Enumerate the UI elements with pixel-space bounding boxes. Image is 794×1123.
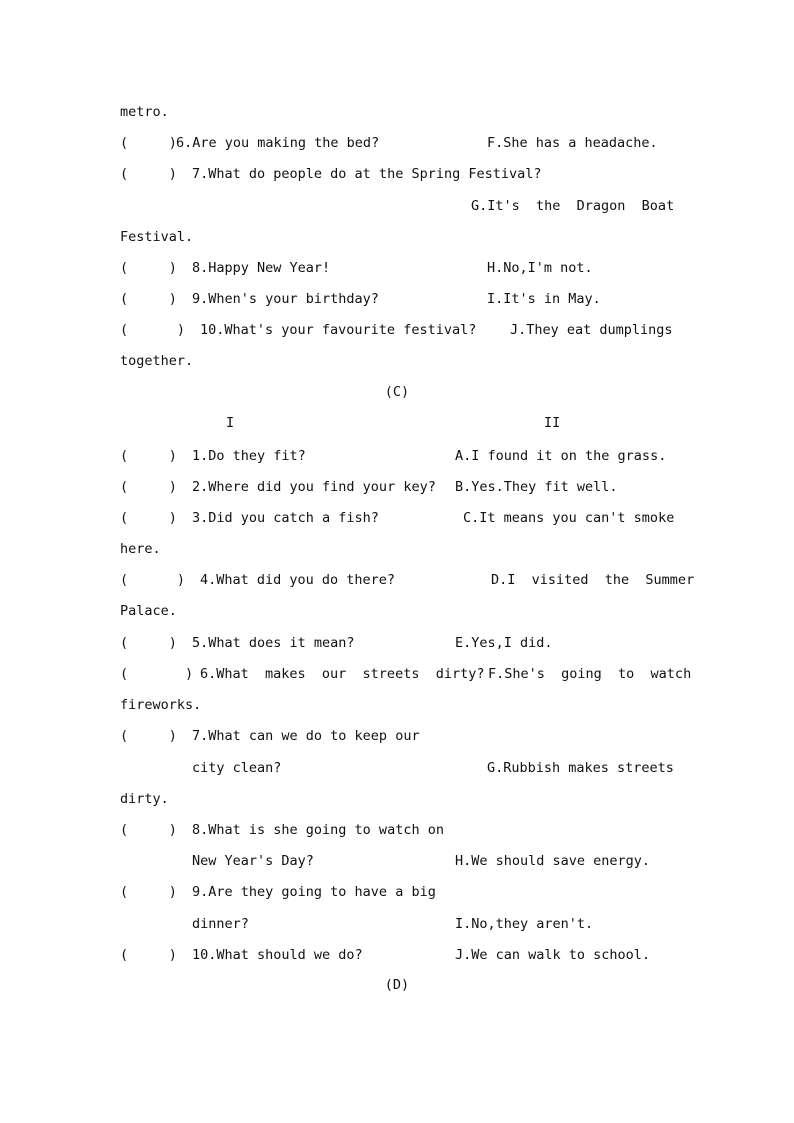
answer-blank[interactable]: ( ) bbox=[120, 947, 177, 963]
question-text: 1.Do they fit? bbox=[192, 448, 306, 464]
option-text: C.It means you can't smoke bbox=[463, 510, 675, 526]
option-text: H.We should save energy. bbox=[455, 853, 651, 869]
answer-blank[interactable]: ( ) bbox=[120, 135, 177, 151]
match-row-b7-option-continuation bbox=[120, 225, 674, 249]
answer-blank[interactable]: ( ) bbox=[120, 322, 186, 338]
match-row-c3 bbox=[120, 506, 674, 530]
option-text: E.Yes,I did. bbox=[455, 635, 553, 651]
question-text: 7.What do people do at the Spring Festival? bbox=[192, 166, 542, 182]
option-text: J.We can walk to school. bbox=[455, 947, 651, 963]
answer-blank[interactable]: ( ) bbox=[120, 666, 194, 682]
match-row-b10 bbox=[120, 318, 674, 342]
answer-blank[interactable]: ( ) bbox=[120, 479, 177, 495]
match-row-c5 bbox=[120, 631, 674, 655]
match-row-c7-option-continuation bbox=[120, 787, 674, 811]
match-row-c1 bbox=[120, 444, 674, 468]
answer-blank[interactable]: ( ) bbox=[120, 635, 177, 651]
option-text: A.I found it on the grass. bbox=[455, 448, 667, 464]
match-row-c8-continuation bbox=[120, 849, 674, 873]
option-text: fireworks. bbox=[120, 697, 202, 713]
answer-blank[interactable]: ( ) bbox=[120, 572, 186, 588]
question-text: 8.Happy New Year! bbox=[192, 260, 331, 276]
section-c-heading: (C) bbox=[384, 384, 410, 400]
match-row-b7 bbox=[120, 162, 674, 186]
match-row-c10 bbox=[120, 943, 674, 967]
match-row-c9 bbox=[120, 880, 674, 904]
question-text: 3.Did you catch a fish? bbox=[192, 510, 379, 526]
answer-blank[interactable]: ( ) bbox=[120, 822, 177, 838]
option-text: F.She has a headache. bbox=[487, 135, 658, 151]
match-row-b9 bbox=[120, 287, 674, 311]
question-text: city clean? bbox=[192, 760, 282, 776]
option-text: I.It's in May. bbox=[487, 291, 601, 307]
question-text: 9.Are they going to have a big bbox=[192, 884, 436, 900]
question-text: 6.Are you making the bed? bbox=[176, 135, 380, 151]
question-text: 2.Where did you find your key? bbox=[192, 479, 436, 495]
option-text: together. bbox=[120, 353, 194, 369]
section-d-heading: (D) bbox=[384, 977, 410, 993]
question-text: New Year's Day? bbox=[192, 853, 314, 869]
option-text: dirty. bbox=[120, 791, 169, 807]
answer-blank[interactable]: ( ) bbox=[120, 448, 177, 464]
match-row-c7 bbox=[120, 724, 674, 748]
column-heading-ii: II bbox=[544, 415, 561, 431]
answer-blank[interactable]: ( ) bbox=[120, 291, 177, 307]
column-heading-i: I bbox=[226, 415, 235, 431]
question-text: 5.What does it mean? bbox=[192, 635, 355, 651]
question-text: 4.What did you do there? bbox=[200, 572, 396, 588]
option-text: I.No,they aren't. bbox=[455, 916, 594, 932]
option-text: F.She's going to watch bbox=[488, 666, 692, 682]
question-text: 9.When's your birthday? bbox=[192, 291, 379, 307]
answer-5-continuation bbox=[120, 100, 674, 124]
line-text: metro. bbox=[120, 104, 169, 120]
option-text: Palace. bbox=[120, 603, 177, 619]
answer-blank[interactable]: ( ) bbox=[120, 166, 177, 182]
match-row-b6 bbox=[120, 131, 674, 155]
match-row-b10-option-continuation bbox=[120, 349, 674, 373]
option-text: J.They eat dumplings bbox=[510, 322, 673, 338]
option-text: G.It's the Dragon Boat bbox=[471, 198, 675, 214]
question-text: 7.What can we do to keep our bbox=[192, 728, 420, 744]
match-row-c4-option-continuation bbox=[120, 599, 674, 623]
match-row-c4 bbox=[120, 568, 695, 592]
option-text: here. bbox=[120, 541, 161, 557]
question-text: 10.What should we do? bbox=[192, 947, 363, 963]
match-row-c6-option-continuation bbox=[120, 693, 674, 717]
question-text: 10.What's your favourite festival? bbox=[200, 322, 477, 338]
question-text: 8.What is she going to watch on bbox=[192, 822, 444, 838]
question-text: 6.What makes our streets dirty? bbox=[200, 666, 485, 682]
option-text: D.I visited the Summer bbox=[491, 572, 695, 588]
answer-blank[interactable]: ( ) bbox=[120, 510, 177, 526]
option-text: H.No,I'm not. bbox=[487, 260, 593, 276]
match-row-c2 bbox=[120, 475, 674, 499]
match-row-c8 bbox=[120, 818, 674, 842]
option-text: Festival. bbox=[120, 229, 194, 245]
match-row-b7-option bbox=[120, 194, 674, 218]
match-row-c9-continuation bbox=[120, 912, 674, 936]
match-row-c3-option-continuation bbox=[120, 537, 674, 561]
match-row-c7-continuation bbox=[120, 756, 674, 780]
match-row-b8 bbox=[120, 256, 674, 280]
question-text: dinner? bbox=[192, 916, 249, 932]
column-headings bbox=[120, 411, 674, 435]
option-text: B.Yes.They fit well. bbox=[455, 479, 618, 495]
answer-blank[interactable]: ( ) bbox=[120, 884, 177, 900]
answer-blank[interactable]: ( ) bbox=[120, 260, 177, 276]
option-text: G.Rubbish makes streets bbox=[487, 760, 674, 776]
match-row-c6 bbox=[120, 662, 692, 686]
answer-blank[interactable]: ( ) bbox=[120, 728, 177, 744]
